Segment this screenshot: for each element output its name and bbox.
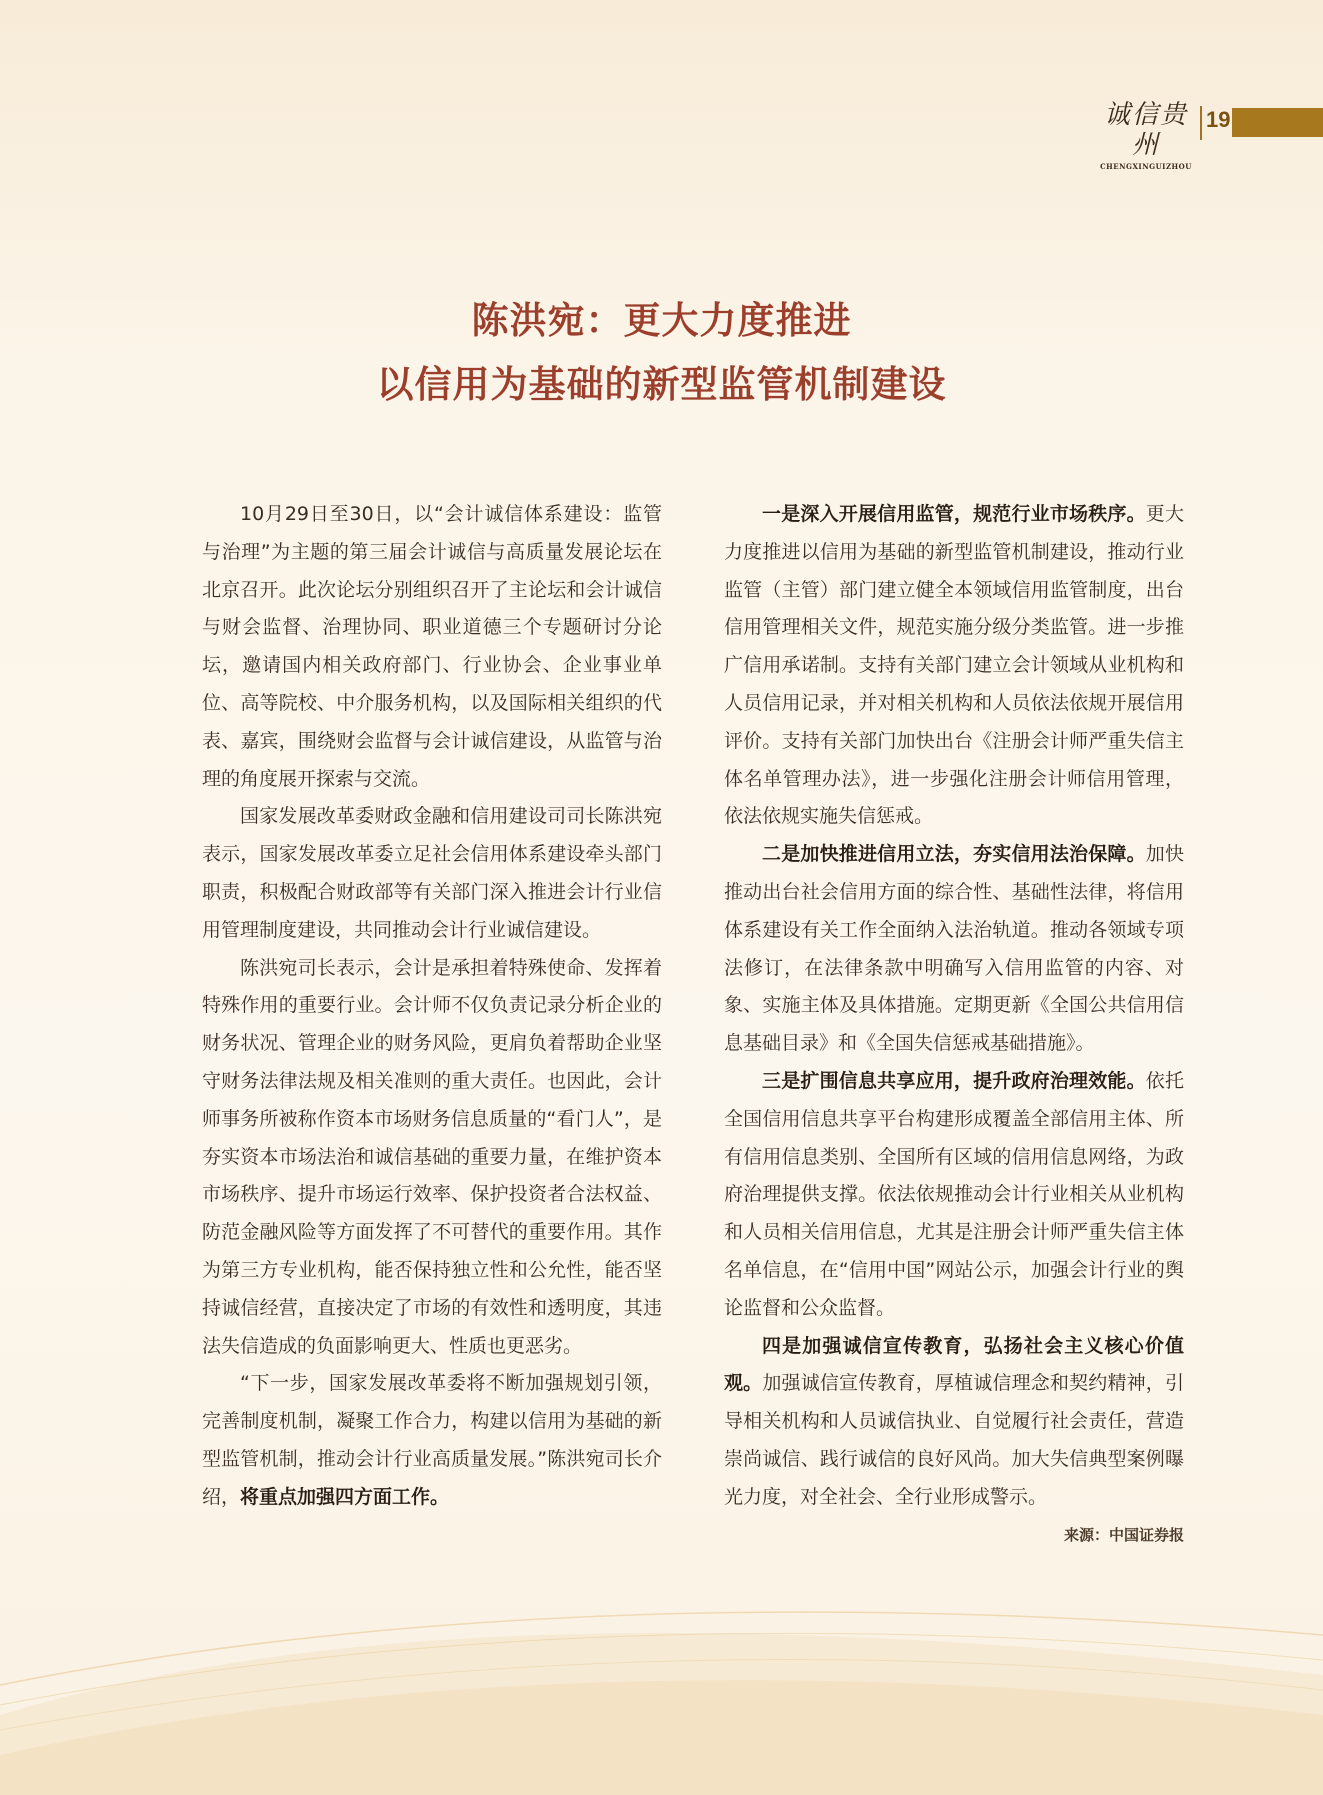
right-column: [724, 496, 1184, 1549]
left-column: [202, 496, 662, 1517]
section-4: [724, 1328, 1184, 1517]
section-text: 加快推动出台社会信用方面的综合性、基础性法律，将信用体系建设有关工作全面纳入法治轨道。推动各领域专项法修订，在法律条款中明确写入信用监管的内容、对象、实施主体及具体措施。定期更新《全国公共信用信息基础目录》和《全国失信惩戒基础措施》。: [724, 843, 1184, 1055]
section-text: 依托全国信用信息共享平台构建形成覆盖全部信用主体、所有信用信息类别、全国所有区域的信用信息网络，为政府治理提供支撑。依法依规推动会计行业相关从业机构和人员相关信用信息，尤其是注册会计师严重失信主体名单信息，在“信用中国”网站公示，加强会计行业的舆论监督和公众监督。: [724, 1069, 1184, 1319]
emphasis-text: 将重点加强四方面工作。: [240, 1485, 450, 1508]
section-heading: 一是深入开展信用监管，规范行业市场秩序。: [762, 503, 1146, 525]
background-wave-decoration: [0, 1565, 1323, 1795]
article-title-line2: 以信用为基础的新型监管机制建设: [376, 363, 947, 406]
paragraph: [202, 1365, 662, 1516]
source-credit: 来源：中国证券报: [1063, 1525, 1184, 1544]
header-divider: [1200, 106, 1202, 140]
page-header: [1090, 98, 1323, 171]
paragraph: 国家发展改革委财政金融和信用建设司司长陈洪宛表示，国家发展改革委立足社会信用体系建设牵头部门职责，积极配合财政部等有关部门深入推进会计行业信用管理制度建设，共同推动会计行业诚信建设。: [202, 805, 662, 941]
section-heading: 三是扩围信息共享应用，提升政府治理效能。: [762, 1069, 1146, 1092]
paragraph: 陈洪宛司长表示，会计是承担着特殊使命、发挥着特殊作用的重要行业。会计师不仅负责记录分析企业的财务状况、管理企业的财务风险，更肩负着帮助企业坚守财务法律法规及相关准则的重大责任。也因此，会计师事务所被称作资本市场财务信息质量的“看门人”，是夯实资本市场法治和诚信基础的重要力量，在维护资本市场秩序、提升市场运行效率、保护投资者合法权益、防范金融风险等方面发挥了不可替代的重要作用。其作为第三方专业机构，能否保持独立性和公允性，能否坚持诚信经营，直接决定了市场的有效性和透明度，其违法失信造成的负面影响更大、性质也更恶劣。: [202, 956, 662, 1357]
paragraph: 10月29日至30日，以“会计诚信体系建设：监管与治理”为主题的第三届会计诚信与高质量发展论坛在北京召开。此次论坛分别组织召开了主论坛和会计诚信与财会监督、治理协同、职业道德三个专题研讨分论坛，邀请国内相关政府部门、行业协会、企业事业单位、高等院校、中介服务机构，以及国际相关组织的代表、嘉宾，围绕财会监督与会计诚信建设，从监管与治理的角度展开探索与交流。: [202, 503, 662, 790]
article-title-line1: 陈洪宛：更大力度推进: [471, 299, 852, 342]
section-heading: 四是加强诚信宣传教育，弘扬社会主义核心价值观。: [724, 1334, 1184, 1395]
header-accent-bar: [1232, 108, 1323, 137]
section-2: [724, 836, 1184, 1063]
brand-name: 诚信贵州: [1103, 100, 1188, 160]
section-heading: 二是加快推进信用立法，夯实信用法治保障。: [762, 843, 1146, 866]
section-text: 更大力度推进以信用为基础的新型监管机制建设，推动行业监管（主管）部门建立健全本领域信用监管制度，出台信用管理相关文件，规范实施分级分类监管。进一步推广信用承诺制。支持有关部门建立会计领域从业机构和人员信用记录，并对相关机构和人员依法依规开展信用评价。支持有关部门加快出台《注册会计师严重失信主体名单管理办法》，进一步强化注册会计师信用管理，依法依规实施失信惩戒。: [724, 503, 1184, 828]
page-number: 19: [1206, 107, 1231, 132]
brand-pinyin: CHENGXINGUIZHOU: [1100, 162, 1192, 171]
paragraph-text: “下一步，国家发展改革委将不断加强规划引领，完善制度机制，凝聚工作合力，构建以信用为基础的新型监管机制，推动会计行业高质量发展。”陈洪宛司长介绍，: [202, 1372, 662, 1508]
section-text: 加强诚信宣传教育，厚植诚信理念和契约精神，引导相关机构和人员诚信执业、自觉履行社会责任，营造崇尚诚信、践行诚信的良好风尚。加大失信典型案例曝光力度，对全社会、全行业形成警示。: [724, 1372, 1184, 1508]
section-1: [724, 496, 1184, 836]
brand-logo: [1096, 100, 1196, 171]
section-3: [724, 1063, 1184, 1328]
